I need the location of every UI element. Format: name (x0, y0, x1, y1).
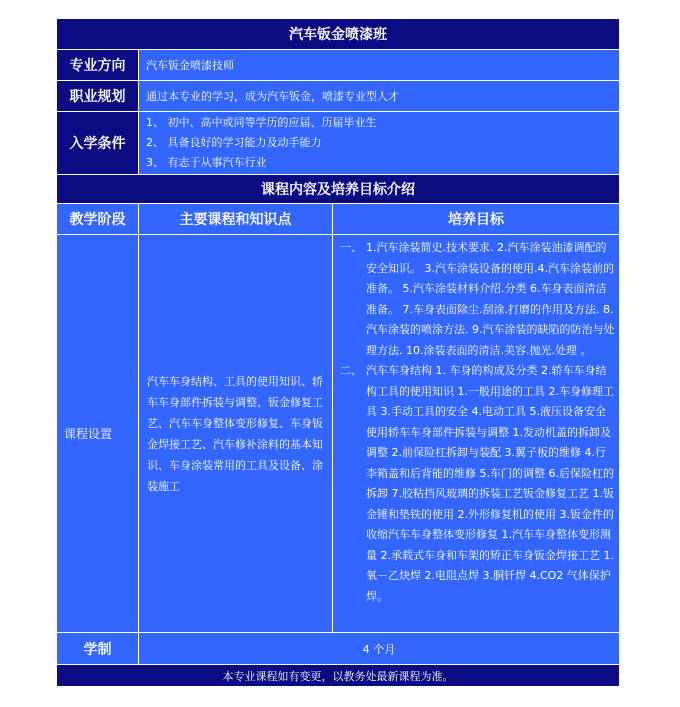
credit-value: 4 个月 (139, 633, 620, 665)
goal-text: 汽车车身结构 1. 车身的构成及分类 2.轿车车身结构工具的使用知识 1.一般用途的工具 2.车身修理工具 3.手动工具的安全 4.电动工具 5.液压设备安全使用轿车车身部件拆装与调整 1.发动机盖的拆卸及调整 2.前保险杠拆卸与装配 3.翼子板的维修 4.行李箱盖和后背能的维修 5.车门的调整 6.后保险杠的拆卸 7.胶粘挡风玻璃的拆装工艺钣金修复工艺 1.钣金锤和垫铁的使用 2.外形修复机的使用 3.钣金件的收缩汽车车身整体变形修复 1.汽车车身整体变形测量 2.承载式车身和车架的矫正车身钣金焊接工艺 1.氧－乙炔焊 2.电阻点焊 3.胴钎焊 4.CO2 气体保护焊。 (366, 364, 614, 603)
header-goals: 培养目标 (333, 204, 620, 235)
admission-item: 1、 初中、高中或同等学历的应届、历届毕业生 (146, 116, 377, 129)
goal-item (340, 238, 615, 361)
planning-label: 职业规划 (57, 81, 139, 112)
goals-cell (333, 235, 620, 633)
direction-value: 汽车钣金喷漆技师 (139, 50, 620, 81)
footer-note: 本专业课程如有变更，以教务处最新课程为准。 (57, 665, 620, 687)
goal-item (340, 361, 615, 607)
admission-item: 2、 具备良好的学习能力及动手能力 (146, 136, 322, 149)
course-info-table (56, 18, 620, 687)
credit-label: 学制 (57, 633, 139, 665)
admission-item: 3、 有志于从事汽车行业 (146, 156, 267, 169)
admission-list (139, 112, 620, 175)
header-stage: 教学阶段 (57, 204, 139, 235)
header-courses: 主要课程和知识点 (139, 204, 333, 235)
direction-label: 专业方向 (57, 50, 139, 81)
courses-cell: 汽车车身结构、工具的使用知识、轿车车身部件拆装与调整、钣金修复工艺、汽车车身整体变形修复、车身钣金焊接工艺、汽车修补涂料的基本知识、车身涂装常用的工具及设备、涂装施工 (139, 235, 333, 633)
planning-value: 通过本专业的学习，成为汽车钣金，喷漆专业型人才 (139, 81, 620, 112)
stage-cell: 课程设置 (57, 235, 139, 633)
page-title: 汽车钣金喷漆班 (57, 19, 620, 50)
section-title: 课程内容及培养目标介绍 (57, 175, 620, 204)
goal-marker: 二、 (340, 364, 362, 377)
goal-text: 1.汽车涂装简史.技术要求. 2.汽车涂装油漆调配的安全知识。 3.汽车涂装设备的使用.4.汽车涂装前的准备。 5.汽车涂装材料介绍.分类 6.车身表面清洁准备。 7.车身表面除尘.刮涂.打磨的作用及方法. 8.汽车涂装的喷涂方法. 9.汽车涂装的缺陷的防治与处理方法. 10.涂装表面的清洁.美容.抛光.处理 。 (366, 241, 615, 357)
admission-label: 入学条件 (57, 112, 139, 175)
goal-marker: 一、 (340, 241, 362, 254)
